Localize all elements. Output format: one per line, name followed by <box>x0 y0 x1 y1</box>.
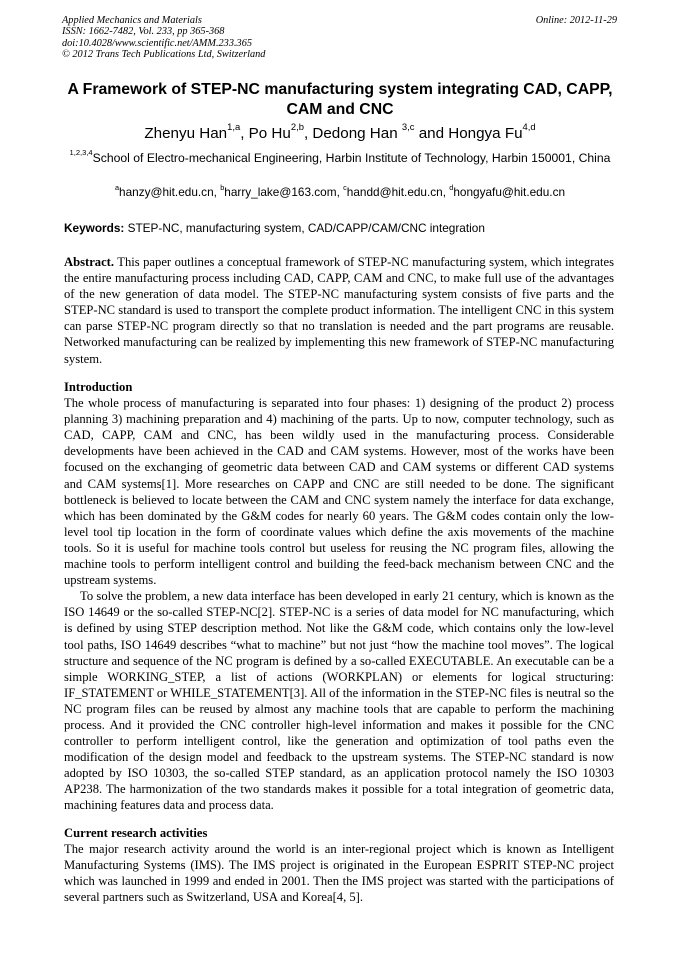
author-list <box>40 121 640 143</box>
issn-line: ISSN: 1662-7482, Vol. 233, pp 365-368 <box>62 26 225 38</box>
email-superscript: b <box>220 182 225 192</box>
email-separator: , <box>213 185 221 199</box>
email-address: hanzy@hit.edu.cn <box>119 185 214 199</box>
paper-title: A Framework of STEP-NC manufacturing system integrating CAD, CAPP, CAM and CNC <box>67 81 613 118</box>
email-list <box>40 184 640 200</box>
journal-name: Applied Mechanics and Materials <box>62 15 202 26</box>
abstract-paragraph <box>64 254 614 367</box>
email-separator: , <box>336 185 344 199</box>
email-superscript: d <box>449 182 454 192</box>
author-superscript: 4,d <box>522 121 536 133</box>
current-research-section <box>64 825 614 905</box>
abstract-section <box>64 254 614 367</box>
email-superscript: a <box>114 182 120 192</box>
body-paragraph: To solve the problem, a new data interface has been developed in early 21 century, which is known as the ISO 14649 or the so-called STEP-NC[2]. STEP-NC is a series of data model for NC manufacturing, which is defined by using STEP description method. Not like the G&M code, which contains only the low-level tool paths, ISO 14649 describes “what to machine” but not just “how the machine tool moves”. The logical structure and sequence of the NC program is defined by a so-called EXECUTABLE. An executable can be a simple WORKING_STEP, a list of actions (WORKPLAN) or elements for logical structuring: IF_STATEMENT or WHILE_STATEMENT[3]. All of the information in the STEP-NC files is neutral so the NC program files can be reused by almost any machine tools that are capable to perform the machining process. And it provided the CNC controller high-level information and makes it possible for the CNC controller to perform intelligent control, like the generation and optimization of tool paths even the modification of the design model and feedback to the upstream systems. The STEP-NC standard is now adopted by ISO 10303, the so-called STEP standard, as an application protocol namely the ISO 10303 AP238. The harmonization of the two standards makes it possible for a total integration of geometric data, machining features data and process data. <box>64 589 614 813</box>
author-name: Zhenyu Han <box>144 125 228 142</box>
email-separator: , <box>442 185 450 199</box>
affiliation-text: School of Electro-mechanical Engineering, Harbin Institute of Technology, Harbin 150001, China <box>92 151 611 165</box>
introduction-heading: Introduction <box>64 380 133 394</box>
email-address: handd@hit.edu.cn <box>346 185 443 199</box>
doi-line: doi:10.4028/www.scientific.net/AMM.233.365 <box>62 37 252 49</box>
affiliation-superscript: 1,2,3,4 <box>69 148 93 158</box>
author-superscript: 2,b <box>290 121 304 133</box>
author-separator: , <box>240 125 249 142</box>
introduction-section <box>64 379 614 814</box>
affiliation <box>50 150 630 166</box>
email-superscript: c <box>343 182 347 192</box>
body-paragraph: The major research activity around the world is an inter-regional project which is known as Intelligent Manufacturing Systems (IMS). The IMS project is originated in the European ESPRIT STEP-NC project which was launched in 1999 and ended in 2001. Then the IMS project was started with the participations of several partners such as Switzerland, USA and Korea[4, 5]. <box>64 842 614 905</box>
author-name: Dedong Han <box>312 125 402 142</box>
current-research-heading: Current research activities <box>64 826 208 840</box>
abstract-text: This paper outlines a conceptual framework of STEP-NC manufacturing system, which integrates the entire manufacturing process including CAD, CAPP, CAM and CNC, to make full use of the advantages of the new generation of data model. The STEP-NC manufacturing system consists of five parts and the STEP-NC standard is used to transport the complete product information. The intelligent CNC in this system can parse STEP-NC program directly so that no translation is needed and the part programs are reusable. Networked manufacturing can be realized by implementing this new framework of STEP-NC manufacturing system. <box>64 255 614 366</box>
keywords <box>64 220 624 236</box>
author-superscript: 1,a <box>227 121 241 133</box>
author-name: Hongya Fu <box>448 125 523 142</box>
email-address: harry_lake@163.com <box>224 185 337 199</box>
keywords-text: STEP-NC, manufacturing system, CAD/CAPP/CAM/CNC integration <box>124 221 485 235</box>
keywords-label: Keywords: <box>64 221 125 235</box>
copyright-line: © 2012 Trans Tech Publications Ltd, Switzerland <box>62 49 266 61</box>
email-address: hongyafu@hit.edu.cn <box>453 185 566 199</box>
journal-header <box>62 15 617 61</box>
author-separator: , <box>303 125 313 142</box>
body-paragraph: The whole process of manufacturing is separated into four phases: 1) designing of the product 2) process planning 3) machining preparation and 4) machining of the parts. Up to now, computer technology, such as CAD, CAPP, CAM and CNC, has been wildly used in the manufacturing process. Considerable developments have been achieved in the CAD and CAM systems. However, most of the works have been focused on the exchanging of geometric data between CAD and CAM systems or different CAD systems and CAM systems[1]. More researches on CAPP and CNC are still needed to be done. The significant bottleneck is believed to locate between the CAM and CNC system namely the interface for data exchange, which has been dominated by the G&M codes for nearly 60 years. The G&M codes contain only the low-level tool tip location in the form of coordinate values which define the axis movements of the machine tools. So it is useful for machine tools control but useless for reusing the NC program files, allowing the machine tools to perform intelligent control and building the feed-back mechanism between CNC and the upstream systems. <box>64 396 614 588</box>
author-separator: and <box>414 125 449 142</box>
online-date: Online: 2012-11-29 <box>535 15 617 26</box>
author-name: Po Hu <box>248 125 291 142</box>
abstract-label: Abstract. <box>64 255 115 269</box>
author-superscript: 3,c <box>401 121 415 133</box>
